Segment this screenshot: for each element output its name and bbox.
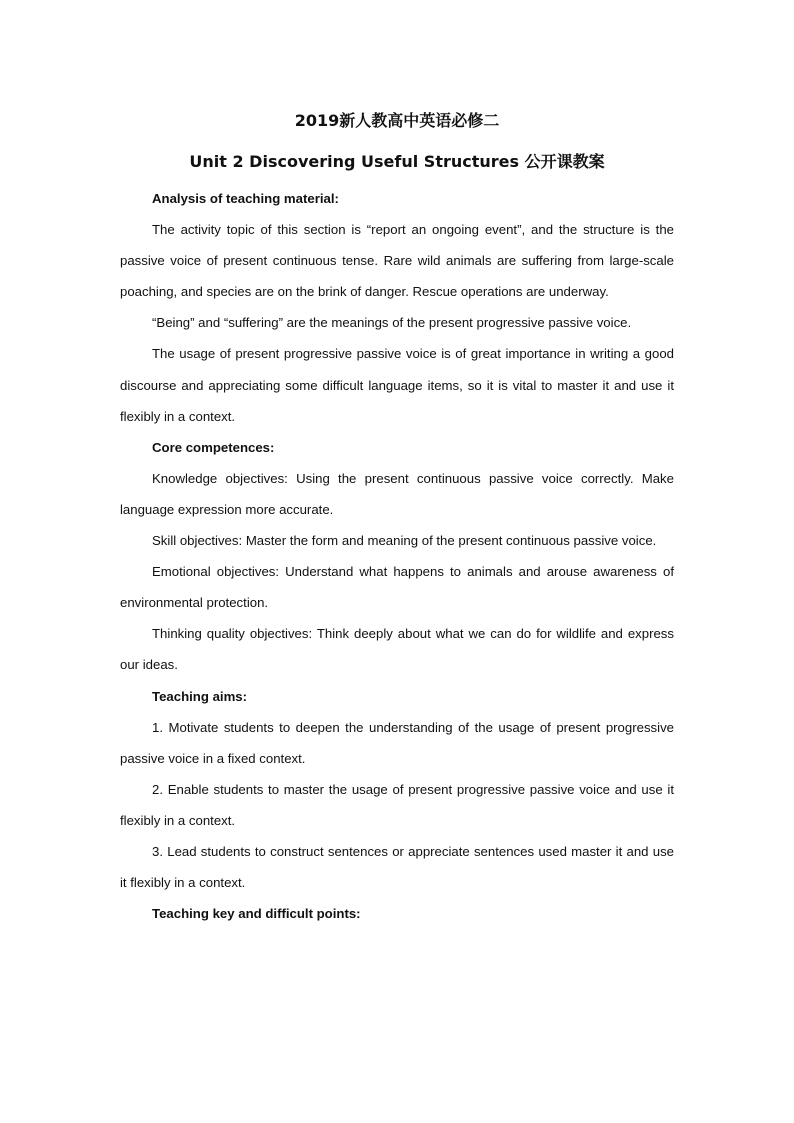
teaching-aim-2: 2. Enable students to master the usage of present progressive passive voice and use it flexibly in a context. (120, 781, 674, 828)
emotional-objectives: Emotional objectives: Understand what happens to animals and arouse awareness of environmental protection. (120, 564, 674, 611)
skill-objectives: Skill objectives: Master the form and meaning of the present continuous passive voice. (152, 533, 657, 549)
document-body (120, 183, 674, 929)
analysis-heading: Analysis of teaching material: (152, 191, 339, 206)
core-competences-heading: Core competences: (152, 439, 275, 455)
thinking-quality-objectives: Thinking quality objectives: Think deeply about what we can do for wildlife and express our ideas. (120, 626, 674, 673)
analysis-paragraph-1: The activity topic of this section is “report an ongoing event”, and the structure is the passive voice of present continuous tense. Rare wild animals are suffering from large-scale poaching, and species are on the brink of danger. Rescue operations are underway. (120, 222, 674, 300)
teaching-aim-3: 3. Lead students to construct sentences or appreciate sentences used master it and use it flexibly in a context. (120, 843, 674, 891)
teaching-aims-heading: Teaching aims: (152, 688, 248, 704)
key-difficult-points-heading: Teaching key and difficult points: (152, 906, 361, 922)
document-subtitle: Unit 2 Discovering Useful Structures 公开课教案 (189, 152, 605, 171)
document-title: 2019新人教高中英语必修二 (294, 111, 500, 130)
teaching-aim-1: 1. Motivate students to deepen the understanding of the usage of present progressive passive voice in a fixed context. (120, 719, 674, 766)
analysis-paragraph-3: The usage of present progressive passive voice is of great importance in writing a good discourse and appreciating some difficult language items, so it is vital to master it and use it flexibly in a context. (120, 346, 674, 424)
knowledge-objectives: Knowledge objectives: Using the present continuous passive voice correctly. Make language expression more accurate. (120, 470, 674, 517)
analysis-paragraph-2: “Being” and “suffering” are the meanings of the present progressive passive voice. (152, 315, 632, 331)
